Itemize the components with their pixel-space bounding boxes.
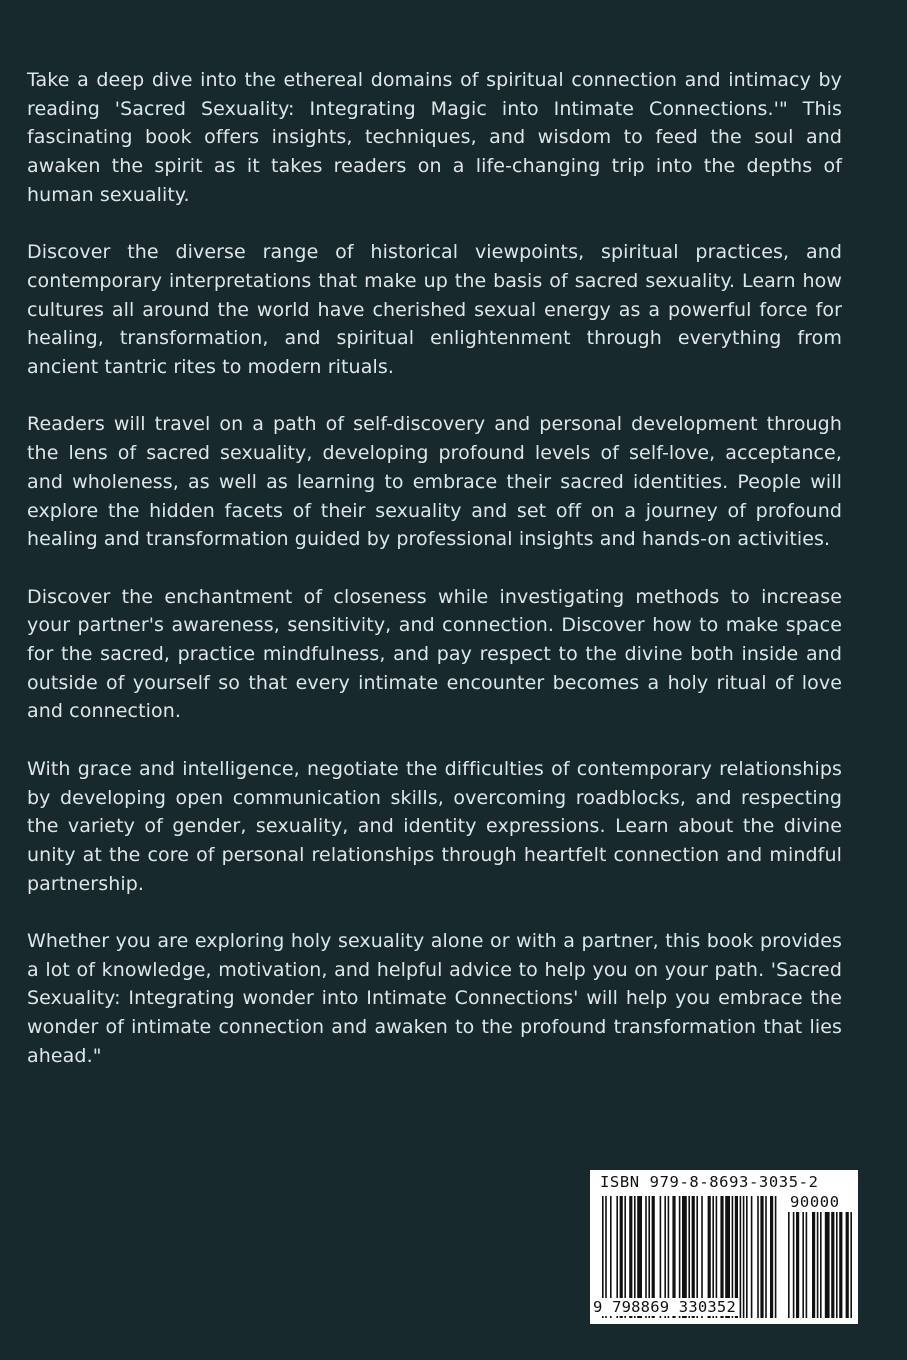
barcode-bar [757, 1196, 759, 1318]
barcode-bar [751, 1196, 753, 1318]
barcode-bar [793, 1212, 795, 1318]
barcode-bar [825, 1212, 830, 1318]
barcode-bar [806, 1212, 808, 1318]
isbn-label: ISBN 979-8-8693-3035-2 [600, 1173, 819, 1191]
barcode-bar [740, 1196, 742, 1318]
barcode-bar [770, 1196, 773, 1318]
paragraph-6: Whether you are exploring holy sexuality alone or with a partner, this book provides a lot of knowledge, motivation, and helpful advice to help you on your path. 'Sacred Sexuality: Integrating wonder into Intimate Connections' will help you embrace the wonder of intimate connection and awaken to the profound transformation that lies ahead." [27, 930, 842, 1067]
barcode-bar [836, 1212, 838, 1318]
barcode-bar [846, 1212, 849, 1318]
barcode-bar [796, 1212, 799, 1318]
barcode-bar [765, 1196, 767, 1318]
barcode-bar [839, 1212, 842, 1318]
barcode-bar [775, 1196, 777, 1318]
barcode-bar [743, 1196, 745, 1318]
paragraph-4: Discover the enchantment of closeness while investigating methods to increase your partner's awareness, sensitivity, and connection. Discover how to make space for the sacred, practice mindfulness, and pay respect to the divine both inside and outside of yourself so that every intimate encounter becomes a holy ritual of love and connection. [27, 585, 842, 723]
barcode-bar [802, 1212, 804, 1318]
ean-number: 9 798869 330352 [593, 1298, 736, 1316]
barcode-bar [746, 1196, 748, 1318]
addon-number: 90000 [790, 1193, 840, 1211]
barcode-bar [820, 1212, 822, 1318]
paragraph-5: With grace and intelligence, negotiate the difficulties of contemporary relationships by developing open communication skills, overcoming roadblocks, and respecting the variety of gender, sexuality, and identity expressions. Learn about the divine unity at the core of personal relationships through heartfelt connection and mindful partnership. [27, 757, 842, 895]
barcode-bar [831, 1212, 834, 1318]
barcode-bar [788, 1212, 790, 1318]
barcode-bar [812, 1212, 815, 1318]
paragraph-2: Discover the diverse range of historical viewpoints, spiritual practices, and contemporary interpretations that make up the basis of sacred sexuality. Learn how cultures all around the world have cherished sexual energy as a powerful force for healing, transformation, and spiritual enlightenment through everything from ancient tantric rites to modern rituals. [27, 241, 842, 379]
barcode-bar [850, 1212, 852, 1318]
barcode-bar [760, 1196, 763, 1318]
paragraph-3: Readers will travel on a path of self-discovery and personal development through the lens of sacred sexuality, developing profound levels of self-love, acceptance, and wholeness, as well as learning to embrace their sacred identities. People will explore the hidden facets of their sexuality and set off on a journey of profound healing and transformation guided by professional insights and hands-on activities. [27, 413, 842, 551]
back-cover-description [27, 66, 842, 1099]
paragraph-1: Take a deep dive into the ethereal domains of spiritual connection and intimacy by reading 'Sacred Sexuality: Integrating Magic into Intimate Connections.'" This fascinating book offers insights, techniques, and wisdom to feed the soul and awaken the spirit as it takes readers on a life-changing trip into the depths of human sexuality. [27, 69, 842, 206]
barcode-bar [817, 1212, 819, 1318]
isbn-barcode [590, 1170, 858, 1324]
